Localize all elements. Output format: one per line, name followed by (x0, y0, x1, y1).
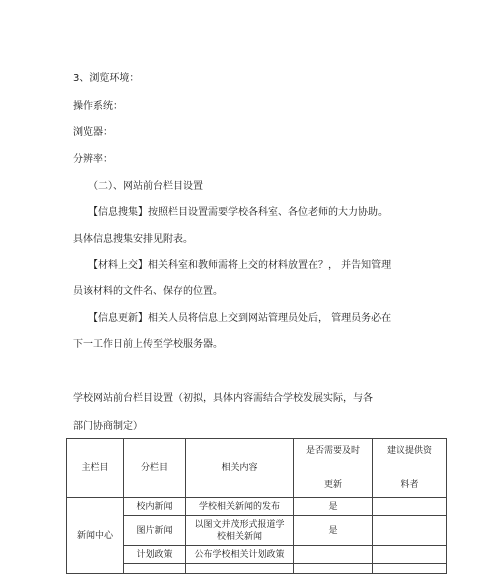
header-update-line1: 是否需要及时 (305, 446, 360, 456)
header-content: 相关内容 (186, 439, 294, 498)
text-line-os: 操作系统： (73, 101, 123, 112)
header-provider-line1: 建议提供资 (386, 446, 432, 456)
content-cell (186, 564, 294, 574)
paragraph-info-update-cont: 下一工作日前上传至学校服务器。 (73, 339, 223, 350)
content-cell: 公布学校相关计划政策 (186, 546, 294, 564)
table-header-row (67, 439, 447, 498)
table-row (67, 498, 447, 516)
text-line-browse-env: 3、浏览环境： (73, 73, 140, 84)
update-cell (294, 546, 373, 564)
content-cell: 学校相关新闻的发布 (186, 498, 294, 516)
text-line-resolution: 分辨率： (73, 154, 113, 165)
header-sub-column: 分栏目 (124, 439, 186, 498)
table-caption: 学校网站前台栏目设置（初拟，具体内容需结合学校发展实际，与各 (73, 393, 373, 404)
update-cell (294, 564, 373, 574)
table-caption-cont: 部门协商制定） (73, 421, 143, 432)
header-provider (373, 439, 447, 498)
content-cell (186, 516, 294, 546)
column-settings-table (66, 438, 447, 574)
paragraph-material-submit: 【材料上交】相关科室和教师需将上交的材料放置在？， 并告知管理 (88, 260, 392, 271)
provider-cell (373, 516, 447, 546)
paragraph-info-collect: 【信息搜集】按照栏目设置需要学校各科室、各位老师的大力协助。 (88, 207, 388, 218)
table-row (67, 564, 447, 574)
provider-cell (373, 564, 447, 574)
update-cell: 是 (294, 516, 373, 546)
paragraph-info-collect-cont: 具体信息搜集安排见附表。 (73, 234, 193, 245)
text-line-browser: 浏览器： (73, 127, 113, 138)
header-main-column: 主栏目 (67, 439, 124, 498)
table-row (67, 546, 447, 564)
provider-cell (373, 546, 447, 564)
content-line1: 以图文并茂形式报道学 (194, 519, 285, 530)
sub-column-cell: 图片新闻 (124, 516, 186, 546)
header-provider-line2: 料者 (400, 480, 419, 490)
update-cell: 是 (294, 498, 373, 516)
content-line2: 校相关新闻 (216, 531, 262, 542)
sub-column-cell: 计划政策 (124, 546, 186, 564)
header-update-needed (294, 439, 373, 498)
table-row (67, 516, 447, 546)
main-section-cell: 新闻中心 (67, 498, 124, 574)
header-update-line2: 更新 (323, 480, 342, 490)
sub-column-cell: 校内新闻 (124, 498, 186, 516)
paragraph-material-submit-cont: 员该材料的文件名、保存的位置。 (73, 286, 223, 297)
sub-column-cell (124, 564, 186, 574)
section-heading: （二）、网站前台栏目设置 (88, 181, 203, 192)
paragraph-info-update: 【信息更新】相关人员将信息上交到网站管理员处后， 管理员务必在 (88, 313, 392, 324)
provider-cell (373, 498, 447, 516)
